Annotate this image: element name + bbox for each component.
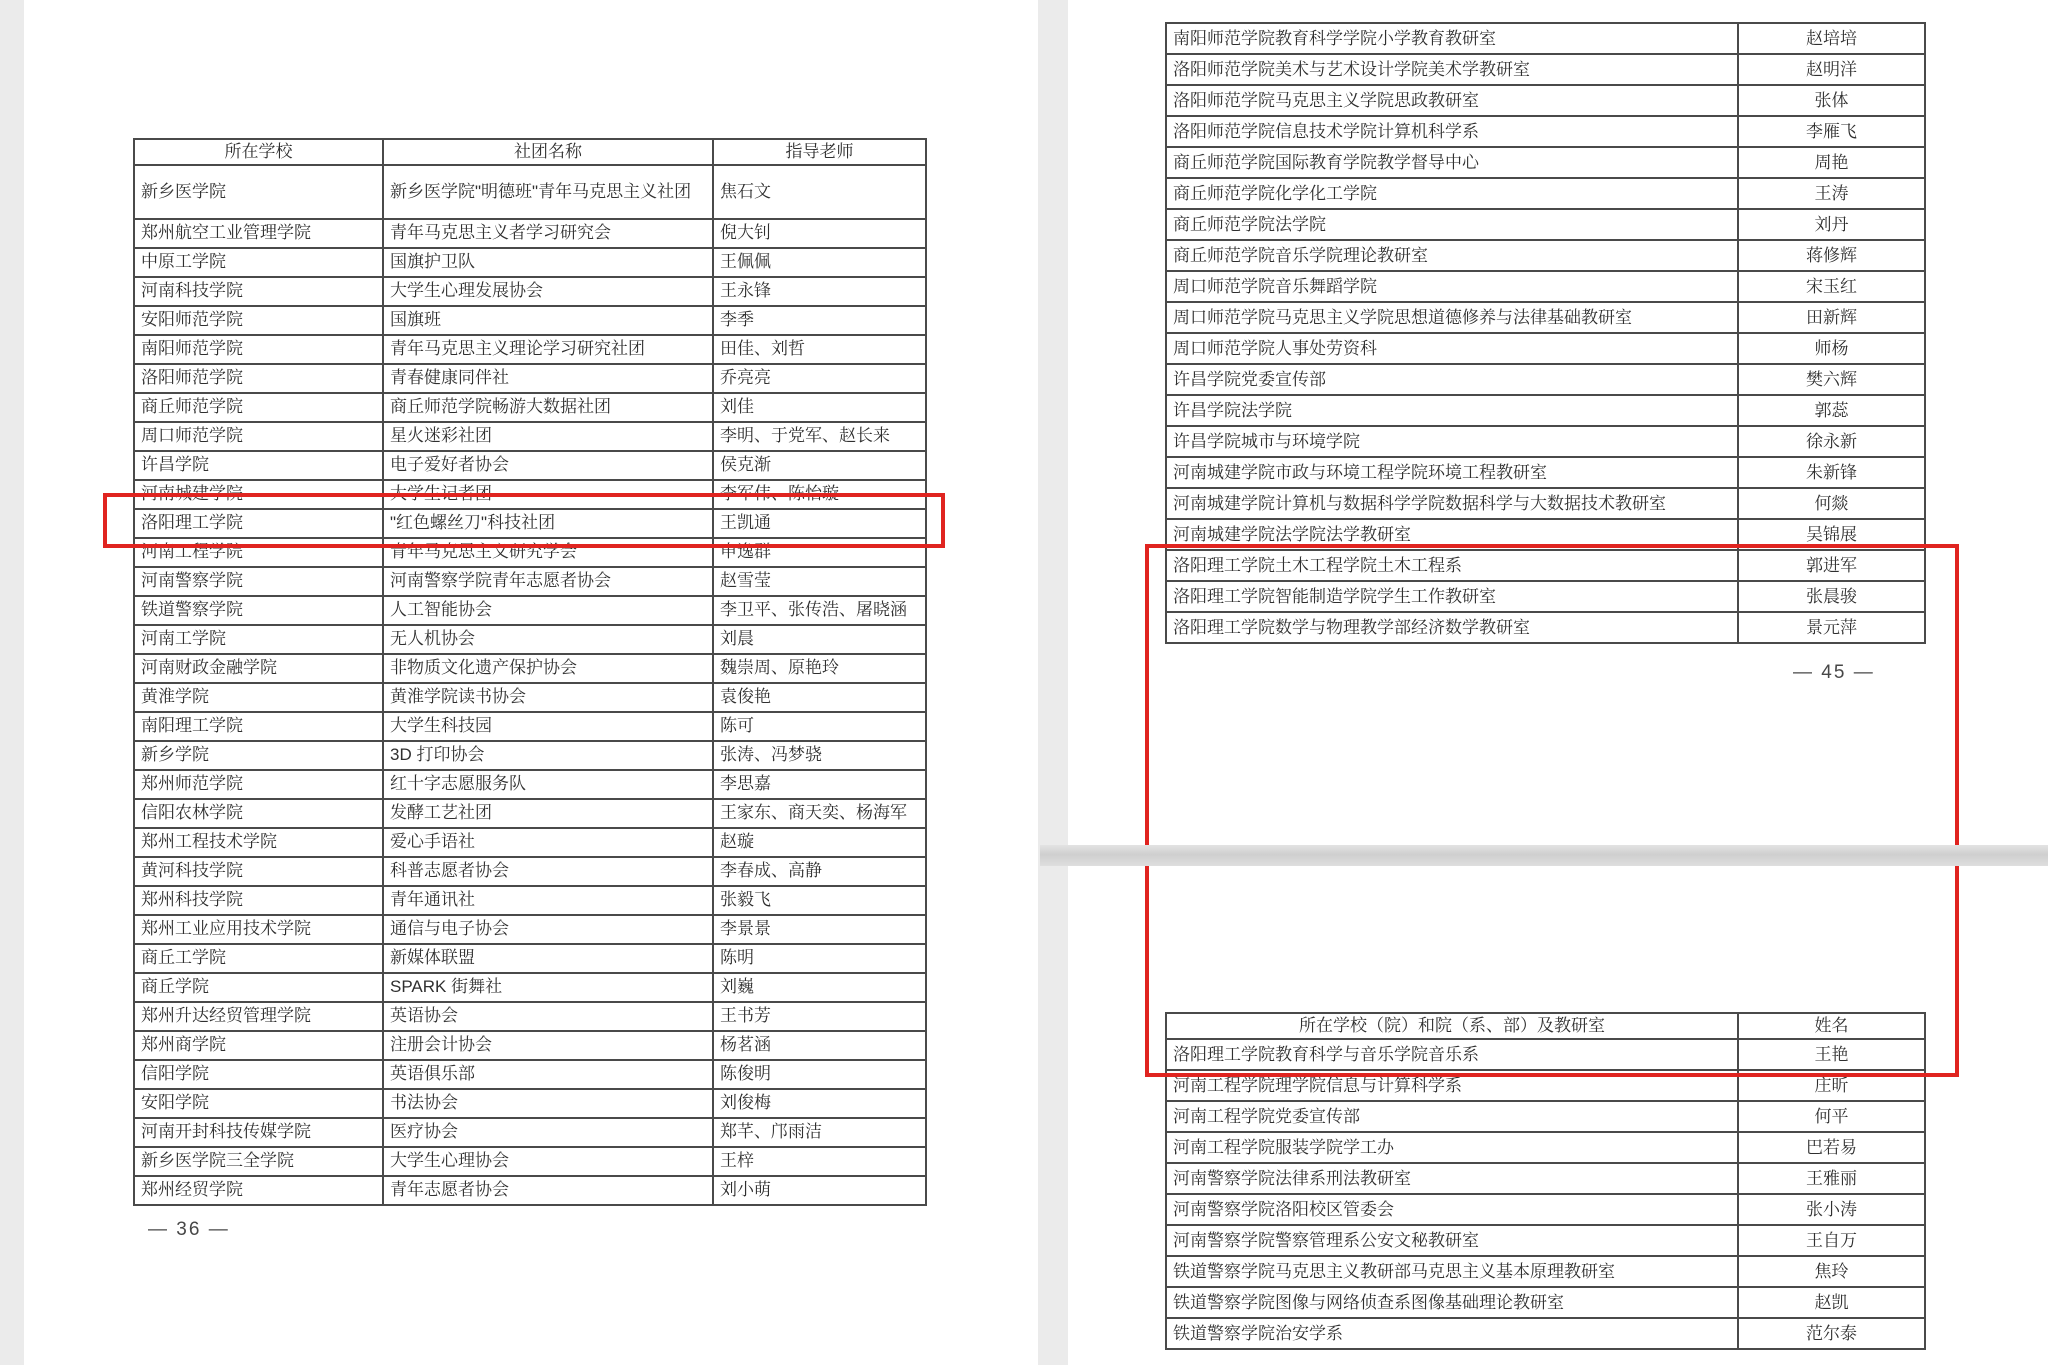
table-cell: 洛阳理工学院教育科学与音乐学院音乐系 — [1166, 1039, 1738, 1070]
table-cell: 南阳理工学院 — [134, 712, 383, 741]
table-cell: 李明、于党军、赵长来 — [713, 422, 926, 451]
table-cell: 王艳 — [1738, 1039, 1925, 1070]
table-cell: 青年马克思主义研究学会 — [383, 538, 713, 567]
table-row — [134, 451, 926, 480]
table-cell: 王书芳 — [713, 1002, 926, 1031]
page-break-bar — [1040, 845, 2048, 866]
table-row — [1166, 1163, 1925, 1194]
table-cell: 洛阳师范学院美术与艺术设计学院美术学教研室 — [1166, 54, 1738, 85]
table-cell: 周口师范学院 — [134, 422, 383, 451]
table-cell: 河南城建学院 — [134, 480, 383, 509]
table-row — [134, 886, 926, 915]
table-row — [134, 1031, 926, 1060]
table-cell: 申逸群 — [713, 538, 926, 567]
table-cell: 青春健康同伴社 — [383, 364, 713, 393]
table-row — [1166, 612, 1925, 643]
table-cell: 铁道警察学院 — [134, 596, 383, 625]
table-cell: 新乡医学院三全学院 — [134, 1147, 383, 1176]
table-row — [1166, 1101, 1925, 1132]
table-row — [1166, 1225, 1925, 1256]
table-cell: 大学生科技园 — [383, 712, 713, 741]
table-cell: 洛阳理工学院智能制造学院学生工作教研室 — [1166, 581, 1738, 612]
table-cell: 张涛、冯梦骁 — [713, 741, 926, 770]
table-cell: 河南警察学院警察管理系公安文秘教研室 — [1166, 1225, 1738, 1256]
table-cell: 赵凯 — [1738, 1287, 1925, 1318]
table-cell: 刘小萌 — [713, 1176, 926, 1205]
departments-table-lower — [1165, 1012, 1926, 1350]
table-row — [134, 1002, 926, 1031]
table-cell: 新乡学院 — [134, 741, 383, 770]
table-row — [134, 248, 926, 277]
table-cell: 河南城建学院计算机与数据科学学院数据科学与大数据技术教研室 — [1166, 488, 1738, 519]
table-cell: 国旗班 — [383, 306, 713, 335]
table-cell: 注册会计协会 — [383, 1031, 713, 1060]
table-cell: 大学生记者团 — [383, 480, 713, 509]
table-row — [1166, 519, 1925, 550]
table-cell: 李春成、高静 — [713, 857, 926, 886]
table-cell: 河南财政金融学院 — [134, 654, 383, 683]
table-cell: 英语协会 — [383, 1002, 713, 1031]
table-cell: 乔亮亮 — [713, 364, 926, 393]
column-header-club: 社团名称 — [383, 139, 713, 165]
table-row — [134, 364, 926, 393]
table-cell: 星火迷彩社团 — [383, 422, 713, 451]
table-cell: 杨茗涵 — [713, 1031, 926, 1060]
left-margin-strip — [0, 0, 24, 1365]
table-cell: 许昌学院 — [134, 451, 383, 480]
table-cell: 商丘师范学院音乐学院理论教研室 — [1166, 240, 1738, 271]
table-cell: 郑州科技学院 — [134, 886, 383, 915]
table-cell: 河南工程学院服装学院学工办 — [1166, 1132, 1738, 1163]
table-row — [134, 770, 926, 799]
table-cell: 河南警察学院 — [134, 567, 383, 596]
table-cell: 铁道警察学院治安学系 — [1166, 1318, 1738, 1349]
table-row — [1166, 240, 1925, 271]
table-cell: 赵培培 — [1738, 23, 1925, 54]
table-row — [134, 1118, 926, 1147]
table-cell: 刘丹 — [1738, 209, 1925, 240]
table-cell: 商丘师范学院畅游大数据社团 — [383, 393, 713, 422]
table-row — [1166, 457, 1925, 488]
table-cell: 爱心手语社 — [383, 828, 713, 857]
table-cell: 青年马克思主义者学习研究会 — [383, 219, 713, 248]
table-row — [1166, 271, 1925, 302]
table-row — [1166, 147, 1925, 178]
table-cell: 何平 — [1738, 1101, 1925, 1132]
table-cell: 吴锦展 — [1738, 519, 1925, 550]
table-cell: 商丘师范学院法学院 — [1166, 209, 1738, 240]
table-cell: 张晨骏 — [1738, 581, 1925, 612]
table-cell: 何燚 — [1738, 488, 1925, 519]
table-cell: 黄淮学院 — [134, 683, 383, 712]
table-row — [1166, 581, 1925, 612]
table-cell: 南阳师范学院教育科学学院小学教育教研室 — [1166, 23, 1738, 54]
table-row — [1166, 178, 1925, 209]
table-cell: 许昌学院法学院 — [1166, 395, 1738, 426]
table-cell: 焦玲 — [1738, 1256, 1925, 1287]
table-cell: 河南城建学院市政与环境工程学院环境工程教研室 — [1166, 457, 1738, 488]
table-header-row — [1166, 1013, 1925, 1039]
column-header-school: 所在学校 — [134, 139, 383, 165]
table-cell: 郑州师范学院 — [134, 770, 383, 799]
table-cell: 河南警察学院洛阳校区管委会 — [1166, 1194, 1738, 1225]
table-cell: 非物质文化遗产保护协会 — [383, 654, 713, 683]
table-row — [134, 277, 926, 306]
table-cell: 河南开封科技传媒学院 — [134, 1118, 383, 1147]
table-cell: 商丘师范学院国际教育学院教学督导中心 — [1166, 147, 1738, 178]
table-cell: 刘俊梅 — [713, 1089, 926, 1118]
table-cell: 河南工程学院理学院信息与计算科学系 — [1166, 1070, 1738, 1101]
table-cell: 郑芊、邝雨洁 — [713, 1118, 926, 1147]
table-cell: 河南工程学院党委宣传部 — [1166, 1101, 1738, 1132]
table-row — [134, 1176, 926, 1205]
table-row — [1166, 1039, 1925, 1070]
table-cell: 朱新锋 — [1738, 457, 1925, 488]
table-cell: 中原工学院 — [134, 248, 383, 277]
table-cell: 信阳农林学院 — [134, 799, 383, 828]
table-cell: 张体 — [1738, 85, 1925, 116]
table-cell: 科普志愿者协会 — [383, 857, 713, 886]
table-cell: 赵雪莹 — [713, 567, 926, 596]
table-row — [134, 944, 926, 973]
table-cell: 南阳师范学院 — [134, 335, 383, 364]
table-cell: 河南工程学院 — [134, 538, 383, 567]
table-cell: 倪大钊 — [713, 219, 926, 248]
table-row — [1166, 488, 1925, 519]
table-cell: 黄河科技学院 — [134, 857, 383, 886]
table-cell: 王家东、商天奕、杨海军 — [713, 799, 926, 828]
table-cell: 郑州经贸学院 — [134, 1176, 383, 1205]
table-cell: 王自万 — [1738, 1225, 1925, 1256]
table-row — [134, 1089, 926, 1118]
table-cell: 李雁飞 — [1738, 116, 1925, 147]
table-cell: 洛阳师范学院 — [134, 364, 383, 393]
table-cell: "红色螺丝刀"科技社团 — [383, 509, 713, 538]
table-row — [1166, 364, 1925, 395]
table-cell: 赵明洋 — [1738, 54, 1925, 85]
table-cell: 商丘学院 — [134, 973, 383, 1002]
column-header-name: 姓名 — [1738, 1013, 1925, 1039]
table-cell: 铁道警察学院马克思主义教研部马克思主义基本原理教研室 — [1166, 1256, 1738, 1287]
table-row — [1166, 85, 1925, 116]
table-cell: 师杨 — [1738, 333, 1925, 364]
table-cell: 李卫平、张传浩、屠晓涵 — [713, 596, 926, 625]
table-cell: 陈俊明 — [713, 1060, 926, 1089]
table-cell: 医疗协会 — [383, 1118, 713, 1147]
table-cell: 王梓 — [713, 1147, 926, 1176]
table-cell: 大学生心理协会 — [383, 1147, 713, 1176]
table-cell: 范尔泰 — [1738, 1318, 1925, 1349]
table-cell: 侯克渐 — [713, 451, 926, 480]
table-cell: 洛阳理工学院数学与物理教学部经济数学教研室 — [1166, 612, 1738, 643]
table-cell: 王佩佩 — [713, 248, 926, 277]
clubs-table — [133, 138, 927, 1206]
table-cell: 宋玉红 — [1738, 271, 1925, 302]
table-cell: 郭进军 — [1738, 550, 1925, 581]
table-cell: 河南科技学院 — [134, 277, 383, 306]
table-cell: 红十字志愿服务队 — [383, 770, 713, 799]
table-cell: 周艳 — [1738, 147, 1925, 178]
table-cell: 商丘工学院 — [134, 944, 383, 973]
table-cell: 郑州航空工业管理学院 — [134, 219, 383, 248]
table-cell: 庄昕 — [1738, 1070, 1925, 1101]
table-row — [1166, 23, 1925, 54]
page-number-left: — 36 — — [148, 1219, 230, 1240]
table-cell: 李景景 — [713, 915, 926, 944]
table-cell: 国旗护卫队 — [383, 248, 713, 277]
table-cell: 河南警察学院青年志愿者协会 — [383, 567, 713, 596]
table-row — [134, 654, 926, 683]
departments-table-upper — [1165, 22, 1926, 644]
table-cell: 大学生心理发展协会 — [383, 277, 713, 306]
table-row — [134, 480, 926, 509]
table-row — [1166, 1256, 1925, 1287]
table-cell: 电子爱好者协会 — [383, 451, 713, 480]
table-row — [134, 828, 926, 857]
table-cell: 郑州升达经贸管理学院 — [134, 1002, 383, 1031]
table-cell: 无人机协会 — [383, 625, 713, 654]
table-cell: 田新辉 — [1738, 302, 1925, 333]
table-row — [134, 422, 926, 451]
table-cell: 樊六辉 — [1738, 364, 1925, 395]
table-cell: 洛阳师范学院信息技术学院计算机科学系 — [1166, 116, 1738, 147]
table-cell: 铁道警察学院图像与网络侦查系图像基础理论教研室 — [1166, 1287, 1738, 1318]
table-cell: 李思嘉 — [713, 770, 926, 799]
table-cell: 商丘师范学院化学化工学院 — [1166, 178, 1738, 209]
table-cell: 郑州工程技术学院 — [134, 828, 383, 857]
table-cell: SPARK 街舞社 — [383, 973, 713, 1002]
table-cell: 刘佳 — [713, 393, 926, 422]
table-cell: 商丘师范学院 — [134, 393, 383, 422]
table-cell: 信阳学院 — [134, 1060, 383, 1089]
table-cell: 青年通讯社 — [383, 886, 713, 915]
table-cell: 张小涛 — [1738, 1194, 1925, 1225]
table-cell: 魏崇周、原艳玲 — [713, 654, 926, 683]
table-cell: 青年志愿者协会 — [383, 1176, 713, 1205]
table-row — [1166, 1070, 1925, 1101]
table-row — [134, 857, 926, 886]
table-cell: 英语俱乐部 — [383, 1060, 713, 1089]
table-cell: 巴若易 — [1738, 1132, 1925, 1163]
table-row — [134, 219, 926, 248]
table-row — [134, 393, 926, 422]
page-gap-strip — [1038, 0, 1068, 1365]
table-cell: 青年马克思主义理论学习研究社团 — [383, 335, 713, 364]
table-cell: 新媒体联盟 — [383, 944, 713, 973]
table-row — [134, 799, 926, 828]
table-cell: 焦石文 — [713, 165, 926, 219]
table-cell: 郑州商学院 — [134, 1031, 383, 1060]
table-cell: 张毅飞 — [713, 886, 926, 915]
column-header-advisor: 指导老师 — [713, 139, 926, 165]
table-row — [1166, 550, 1925, 581]
table-row — [134, 1060, 926, 1089]
table-row — [1166, 1287, 1925, 1318]
table-row — [1166, 1318, 1925, 1349]
table-cell: 许昌学院党委宣传部 — [1166, 364, 1738, 395]
table-cell: 刘晨 — [713, 625, 926, 654]
table-cell: 黄淮学院读书协会 — [383, 683, 713, 712]
table-cell: 王雅丽 — [1738, 1163, 1925, 1194]
table-cell: 书法协会 — [383, 1089, 713, 1118]
table-row — [1166, 333, 1925, 364]
table-cell: 河南警察学院法律系刑法教研室 — [1166, 1163, 1738, 1194]
table-cell: 周口师范学院马克思主义学院思想道德修养与法律基础教研室 — [1166, 302, 1738, 333]
table-cell: 洛阳师范学院马克思主义学院思政教研室 — [1166, 85, 1738, 116]
table-row — [1166, 426, 1925, 457]
table-cell: 李季 — [713, 306, 926, 335]
table-cell: 蒋修辉 — [1738, 240, 1925, 271]
table-row — [134, 1147, 926, 1176]
table-cell: 袁俊艳 — [713, 683, 926, 712]
table-cell: 周口师范学院音乐舞蹈学院 — [1166, 271, 1738, 302]
table-cell: 陈明 — [713, 944, 926, 973]
column-header-department: 所在学校（院）和院（系、部）及教研室 — [1166, 1013, 1738, 1039]
table-cell: 3D 打印协会 — [383, 741, 713, 770]
table-row — [1166, 302, 1925, 333]
table-row — [134, 625, 926, 654]
table-row — [134, 712, 926, 741]
table-row — [1166, 1132, 1925, 1163]
table-cell: 田佳、刘哲 — [713, 335, 926, 364]
table-cell: 许昌学院城市与环境学院 — [1166, 426, 1738, 457]
table-cell: 新乡医学院 — [134, 165, 383, 219]
table-cell: 人工智能协会 — [383, 596, 713, 625]
table-row — [134, 538, 926, 567]
table-cell: 安阳师范学院 — [134, 306, 383, 335]
table-cell: 李军伟、陈怡璇 — [713, 480, 926, 509]
table-header-row — [134, 139, 926, 165]
table-cell: 徐永新 — [1738, 426, 1925, 457]
table-cell: 安阳学院 — [134, 1089, 383, 1118]
table-cell: 赵璇 — [713, 828, 926, 857]
table-cell: 郭蕊 — [1738, 395, 1925, 426]
table-row — [1166, 395, 1925, 426]
table-row — [1166, 1194, 1925, 1225]
table-row — [134, 567, 926, 596]
table-cell: 王永锋 — [713, 277, 926, 306]
table-cell: 洛阳理工学院土木工程学院土木工程系 — [1166, 550, 1738, 581]
table-cell: 陈可 — [713, 712, 926, 741]
table-row — [134, 509, 926, 538]
table-row — [1166, 209, 1925, 240]
table-row — [134, 596, 926, 625]
table-cell: 洛阳理工学院 — [134, 509, 383, 538]
table-row — [1166, 54, 1925, 85]
table-cell: 景元萍 — [1738, 612, 1925, 643]
table-row — [134, 915, 926, 944]
table-row — [134, 683, 926, 712]
table-cell: 发酵工艺社团 — [383, 799, 713, 828]
table-cell: 王涛 — [1738, 178, 1925, 209]
table-cell: 河南工学院 — [134, 625, 383, 654]
table-cell: 周口师范学院人事处劳资科 — [1166, 333, 1738, 364]
table-cell: 通信与电子协会 — [383, 915, 713, 944]
table-row — [134, 165, 926, 219]
table-row — [134, 306, 926, 335]
table-cell: 新乡医学院"明德班"青年马克思主义社团 — [383, 165, 713, 219]
table-row — [134, 741, 926, 770]
table-cell: 河南城建学院法学院法学教研室 — [1166, 519, 1738, 550]
table-row — [134, 973, 926, 1002]
table-row — [134, 335, 926, 364]
table-cell: 郑州工业应用技术学院 — [134, 915, 383, 944]
table-row — [1166, 116, 1925, 147]
table-cell: 刘巍 — [713, 973, 926, 1002]
page-number-right: — 45 — — [1793, 662, 1875, 683]
table-cell: 王凯通 — [713, 509, 926, 538]
